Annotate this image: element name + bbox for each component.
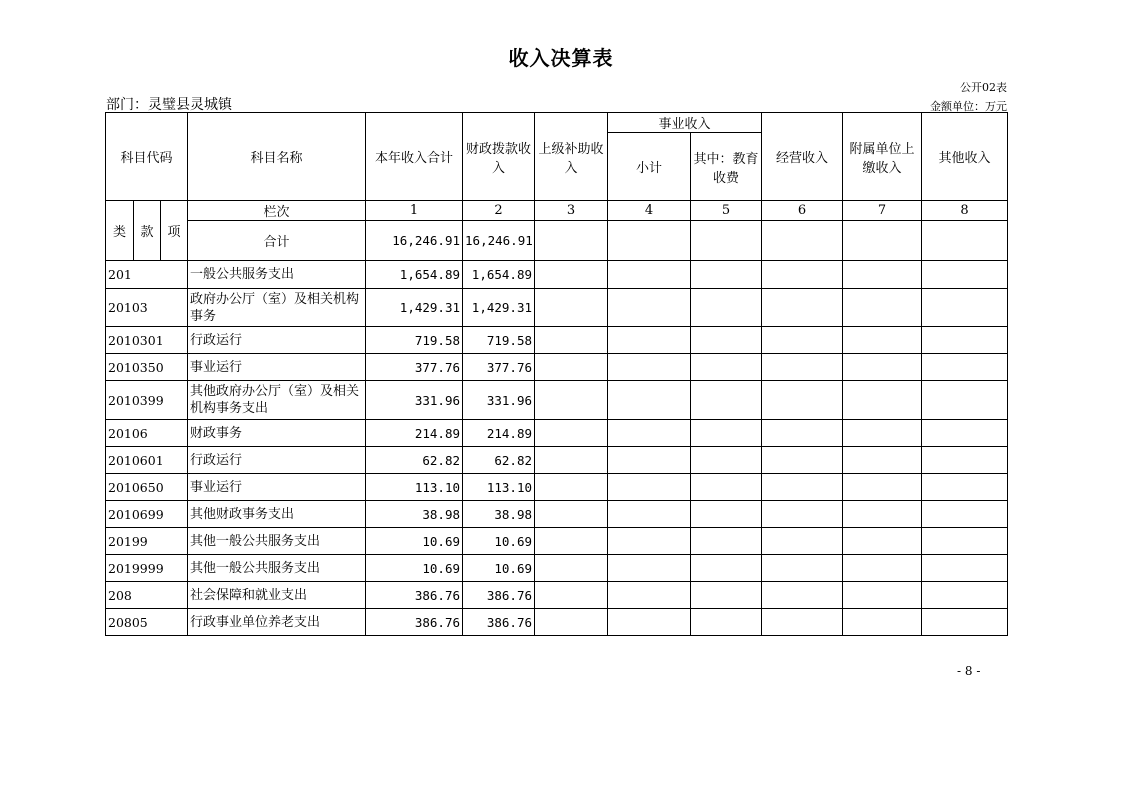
row-code: 208 xyxy=(106,582,188,609)
header-code: 科目代码 xyxy=(106,113,188,201)
row-fiscal: 113.10 xyxy=(463,474,535,501)
sum-total: 16,246.91 xyxy=(366,221,463,261)
row-name: 其他财政事务支出 xyxy=(188,501,366,528)
row-name: 社会保障和就业支出 xyxy=(188,582,366,609)
row-code: 2010650 xyxy=(106,474,188,501)
row-code: 20106 xyxy=(106,420,188,447)
header-total: 本年收入合计 xyxy=(366,113,463,201)
column-number: 4 xyxy=(608,201,691,221)
header-operating: 经营收入 xyxy=(762,113,843,201)
row-fiscal: 386.76 xyxy=(463,582,535,609)
header-education: 其中：教育收费 xyxy=(691,133,762,201)
row-name: 行政运行 xyxy=(188,447,366,474)
row-name: 一般公共服务支出 xyxy=(188,261,366,289)
header-name: 科目名称 xyxy=(188,113,366,201)
table-row xyxy=(106,555,1008,582)
row-total: 377.76 xyxy=(366,354,463,381)
row-fiscal: 38.98 xyxy=(463,501,535,528)
income-table xyxy=(105,112,1008,636)
row-total: 331.96 xyxy=(366,381,463,420)
column-index-label: 栏次 xyxy=(188,201,366,221)
row-code: 20805 xyxy=(106,609,188,636)
row-name: 行政事业单位养老支出 xyxy=(188,609,366,636)
table-row xyxy=(106,327,1008,354)
row-total: 386.76 xyxy=(366,582,463,609)
header-business: 事业收入 xyxy=(608,113,762,133)
table-row xyxy=(106,582,1008,609)
table-row xyxy=(106,354,1008,381)
table-row xyxy=(106,447,1008,474)
row-name: 事业运行 xyxy=(188,354,366,381)
department-label: 部门：灵璧县灵城镇 xyxy=(106,97,232,113)
row-total: 719.58 xyxy=(366,327,463,354)
row-total: 38.98 xyxy=(366,501,463,528)
page-number: - 8 - xyxy=(957,664,981,678)
row-name: 其他一般公共服务支出 xyxy=(188,555,366,582)
row-fiscal: 719.58 xyxy=(463,327,535,354)
column-number: 3 xyxy=(535,201,608,221)
row-fiscal: 1,654.89 xyxy=(463,261,535,289)
row-fiscal: 10.69 xyxy=(463,528,535,555)
header-fiscal: 财政拨款收入 xyxy=(463,113,535,201)
row-name: 政府办公厅（室）及相关机构事务 xyxy=(188,289,366,327)
column-number: 8 xyxy=(922,201,1008,221)
row-total: 10.69 xyxy=(366,528,463,555)
row-code: 2019999 xyxy=(106,555,188,582)
column-number: 2 xyxy=(463,201,535,221)
table-row xyxy=(106,528,1008,555)
row-name: 其他一般公共服务支出 xyxy=(188,528,366,555)
unit-label: 金额单位：万元 xyxy=(930,100,1007,113)
row-fiscal: 331.96 xyxy=(463,381,535,420)
row-code: 2010350 xyxy=(106,354,188,381)
row-total: 1,429.31 xyxy=(366,289,463,327)
row-code: 20199 xyxy=(106,528,188,555)
header-other: 其他收入 xyxy=(922,113,1008,201)
row-code: 2010601 xyxy=(106,447,188,474)
row-code: 201 xyxy=(106,261,188,289)
header-kuan: 款 xyxy=(134,201,161,261)
row-name: 财政事务 xyxy=(188,420,366,447)
column-number: 7 xyxy=(843,201,922,221)
row-code: 20103 xyxy=(106,289,188,327)
row-fiscal: 10.69 xyxy=(463,555,535,582)
row-code: 2010699 xyxy=(106,501,188,528)
header-xiang: 项 xyxy=(161,201,188,261)
header-lei: 类 xyxy=(106,201,134,261)
table-row xyxy=(106,609,1008,636)
row-total: 1,654.89 xyxy=(366,261,463,289)
row-name: 行政运行 xyxy=(188,327,366,354)
row-code: 2010301 xyxy=(106,327,188,354)
table-row xyxy=(106,420,1008,447)
table-row xyxy=(106,261,1008,289)
header-subtotal: 小计 xyxy=(608,133,691,201)
page-title: 收入决算表 xyxy=(508,46,614,70)
row-fiscal: 386.76 xyxy=(463,609,535,636)
row-total: 214.89 xyxy=(366,420,463,447)
row-name: 事业运行 xyxy=(188,474,366,501)
sum-fiscal: 16,246.91 xyxy=(463,221,535,261)
table-row xyxy=(106,474,1008,501)
header-superior: 上级补助收入 xyxy=(535,113,608,201)
row-total: 62.82 xyxy=(366,447,463,474)
form-number: 公开02表 xyxy=(960,81,1007,94)
row-fiscal: 377.76 xyxy=(463,354,535,381)
row-fiscal: 1,429.31 xyxy=(463,289,535,327)
row-total: 386.76 xyxy=(366,609,463,636)
sum-label: 合计 xyxy=(188,221,366,261)
column-number: 6 xyxy=(762,201,843,221)
row-total: 113.10 xyxy=(366,474,463,501)
row-code: 2010399 xyxy=(106,381,188,420)
row-total: 10.69 xyxy=(366,555,463,582)
table-row xyxy=(106,289,1008,327)
column-number: 1 xyxy=(366,201,463,221)
table-row xyxy=(106,501,1008,528)
column-number: 5 xyxy=(691,201,762,221)
row-fiscal: 214.89 xyxy=(463,420,535,447)
table-row xyxy=(106,381,1008,420)
row-name: 其他政府办公厅（室）及相关机构事务支出 xyxy=(188,381,366,420)
header-affiliate: 附属单位上缴收入 xyxy=(843,113,922,201)
row-fiscal: 62.82 xyxy=(463,447,535,474)
